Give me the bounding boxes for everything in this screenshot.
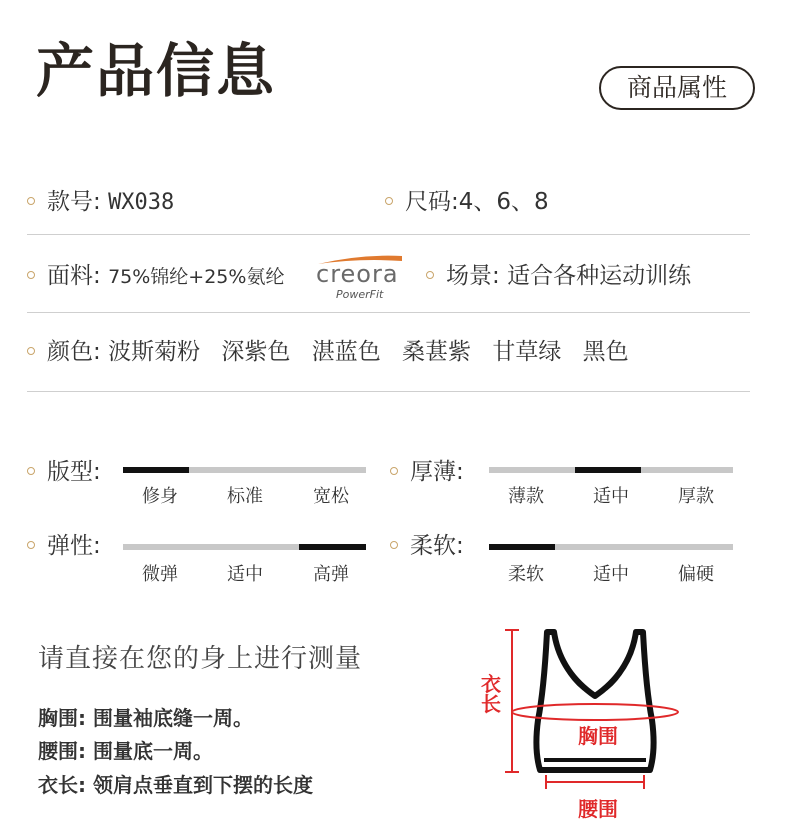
bullet-icon xyxy=(27,541,35,549)
color-option: 甘草绿 xyxy=(492,339,562,365)
bullet-icon xyxy=(390,467,398,475)
scale-tick-label: 高弹 xyxy=(313,564,349,585)
size-value: 4、6、8 xyxy=(458,189,549,215)
bullet-icon xyxy=(390,541,398,549)
attribute-label: 版型: xyxy=(47,459,101,485)
bullet-icon xyxy=(27,197,35,205)
measure-title: 请直接在您的身上进行测量 xyxy=(38,644,363,674)
color-option: 桑葚紫 xyxy=(402,339,471,365)
attribute-fit xyxy=(27,455,372,515)
size-row xyxy=(385,191,549,214)
scale-segment xyxy=(299,544,366,550)
attribute-thickness xyxy=(390,455,735,515)
attribute-scale xyxy=(123,544,366,550)
page-title: 产品信息 xyxy=(36,37,277,105)
measure-instruction: 胸围: 围量袖底缝一周。 xyxy=(38,706,253,730)
scale-segment xyxy=(123,544,209,550)
scale-tick-label: 适中 xyxy=(593,486,629,507)
fabric-value: 75%锦纶+25%氨纶 xyxy=(108,266,285,288)
scale-tick-label: 微弹 xyxy=(142,564,178,585)
scale-segment xyxy=(209,544,299,550)
divider xyxy=(27,391,750,392)
attribute-softness xyxy=(390,533,735,593)
scale-segment xyxy=(123,467,189,473)
attribute-scale xyxy=(123,467,366,473)
color-row xyxy=(27,341,629,364)
color-label: 颜色: xyxy=(47,339,101,365)
product-attributes-badge: 商品属性 xyxy=(599,66,755,110)
scale-tick-label: 厚款 xyxy=(678,486,714,507)
creora-logo-text: creora xyxy=(316,260,399,288)
scale-tick-label: 标准 xyxy=(227,486,263,507)
attribute-label: 厚薄: xyxy=(410,459,464,485)
scale-segment xyxy=(555,544,665,550)
fabric-row xyxy=(27,265,284,288)
style-number-row xyxy=(27,191,174,214)
attribute-scale xyxy=(489,467,733,473)
style-number-value: WX038 xyxy=(108,190,175,215)
bullet-icon xyxy=(385,197,393,205)
fabric-label: 面料: xyxy=(47,263,101,289)
attribute-label: 柔软: xyxy=(410,533,464,559)
creora-logo xyxy=(314,252,406,300)
measurement-diagram xyxy=(474,620,694,830)
scale-segment xyxy=(489,467,575,473)
scale-tick-label: 偏硬 xyxy=(678,564,714,585)
color-option: 黑色 xyxy=(582,339,629,365)
color-option: 深紫色 xyxy=(221,339,291,365)
bust-label: 胸围 xyxy=(578,724,618,748)
divider xyxy=(27,312,750,313)
length-marker xyxy=(480,674,504,714)
color-option: 波斯菊粉 xyxy=(108,339,201,365)
scale-segment xyxy=(489,544,555,550)
creora-logo-subtext: PowerFit xyxy=(336,288,384,301)
scale-tick-label: 修身 xyxy=(142,486,178,507)
scale-segment xyxy=(665,544,733,550)
attribute-label: 弹性: xyxy=(47,533,101,559)
style-number-label: 款号: xyxy=(47,189,101,215)
measure-instruction: 腰围: 围量底一周。 xyxy=(38,739,213,763)
scale-tick-label: 宽松 xyxy=(313,486,349,507)
scene-row xyxy=(426,265,691,288)
scale-segment xyxy=(575,467,641,473)
scale-tick-label: 适中 xyxy=(593,564,629,585)
scale-segment xyxy=(299,467,366,473)
scene-value: 适合各种运动训练 xyxy=(507,263,692,289)
color-option: 湛蓝色 xyxy=(311,339,381,365)
length-label: 衣长 xyxy=(481,672,501,716)
divider xyxy=(27,234,750,235)
scale-tick-label: 柔软 xyxy=(508,564,544,585)
bullet-icon xyxy=(27,467,35,475)
scene-label: 场景: xyxy=(446,263,500,289)
scale-tick-label: 适中 xyxy=(227,564,263,585)
bullet-icon xyxy=(27,271,35,279)
scale-segment xyxy=(189,467,299,473)
bullet-icon xyxy=(426,271,434,279)
attribute-elasticity xyxy=(27,533,372,593)
scale-tick-label: 薄款 xyxy=(508,486,544,507)
scale-segment xyxy=(641,467,733,473)
attribute-scale xyxy=(489,544,733,550)
bullet-icon xyxy=(27,347,35,355)
waist-label: 腰围 xyxy=(578,797,618,821)
measure-instruction: 衣长: 领肩点垂直到下摆的长度 xyxy=(38,773,313,797)
size-label: 尺码: xyxy=(405,189,459,215)
